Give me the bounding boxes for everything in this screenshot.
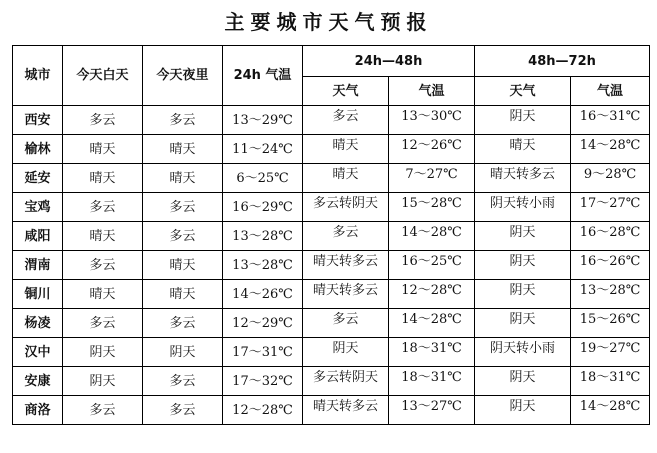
temp-48h: 18～31℃ xyxy=(389,338,475,367)
weather-48h: 多云转阴天 xyxy=(303,367,389,396)
temp-72h: 17～27℃ xyxy=(571,193,650,222)
today-day-weather: 晴天 xyxy=(63,280,143,309)
city-name: 安康 xyxy=(13,367,63,396)
temp-24h: 11～24℃ xyxy=(223,135,303,164)
weather-48h: 晴天 xyxy=(303,164,389,193)
today-day-weather: 多云 xyxy=(63,106,143,135)
weather-48h: 晴天转多云 xyxy=(303,251,389,280)
today-day-weather: 多云 xyxy=(63,193,143,222)
today-day-weather: 阴天 xyxy=(63,338,143,367)
header-temp-72h: 气温 xyxy=(571,77,650,106)
table-row xyxy=(13,164,650,193)
today-night-weather: 晴天 xyxy=(143,135,223,164)
weather-72h: 阴天 xyxy=(475,222,571,251)
weather-72h: 阴天转小雨 xyxy=(475,193,571,222)
today-night-weather: 晴天 xyxy=(143,251,223,280)
temp-48h: 16～25℃ xyxy=(389,251,475,280)
today-night-weather: 晴天 xyxy=(143,164,223,193)
temp-48h: 18～31℃ xyxy=(389,367,475,396)
weather-72h: 阴天转小雨 xyxy=(475,338,571,367)
temp-24h: 17～31℃ xyxy=(223,338,303,367)
header-group-48-72h: 48h—72h xyxy=(475,46,650,77)
city-name: 渭南 xyxy=(13,251,63,280)
today-day-weather: 多云 xyxy=(63,309,143,338)
city-name: 榆林 xyxy=(13,135,63,164)
today-night-weather: 阴天 xyxy=(143,338,223,367)
today-night-weather: 晴天 xyxy=(143,280,223,309)
weather-72h: 晴天转多云 xyxy=(475,164,571,193)
table-row xyxy=(13,193,650,222)
temp-72h: 14～28℃ xyxy=(571,135,650,164)
weather-48h: 多云 xyxy=(303,309,389,338)
city-name: 商洛 xyxy=(13,396,63,425)
temp-72h: 14～28℃ xyxy=(571,396,650,425)
today-night-weather: 多云 xyxy=(143,106,223,135)
temp-72h: 18～31℃ xyxy=(571,367,650,396)
temp-72h: 19～27℃ xyxy=(571,338,650,367)
temp-48h: 14～28℃ xyxy=(389,222,475,251)
today-night-weather: 多云 xyxy=(143,367,223,396)
weather-72h: 阴天 xyxy=(475,251,571,280)
forecast-table xyxy=(12,45,650,425)
header-row-main xyxy=(13,46,650,77)
temp-48h: 7～27℃ xyxy=(389,164,475,193)
weather-72h: 阴天 xyxy=(475,309,571,338)
temp-24h: 13～28℃ xyxy=(223,251,303,280)
table-row xyxy=(13,396,650,425)
city-name: 西安 xyxy=(13,106,63,135)
today-night-weather: 多云 xyxy=(143,222,223,251)
temp-72h: 16～26℃ xyxy=(571,251,650,280)
table-row xyxy=(13,309,650,338)
temp-72h: 15～26℃ xyxy=(571,309,650,338)
temp-72h: 9～28℃ xyxy=(571,164,650,193)
header-weather-72h: 天气 xyxy=(475,77,571,106)
temp-24h: 6～25℃ xyxy=(223,164,303,193)
city-name: 咸阳 xyxy=(13,222,63,251)
temp-24h: 13～28℃ xyxy=(223,222,303,251)
today-day-weather: 晴天 xyxy=(63,135,143,164)
table-row xyxy=(13,338,650,367)
header-group-24-48h: 24h—48h xyxy=(303,46,475,77)
table-row xyxy=(13,367,650,396)
weather-72h: 阴天 xyxy=(475,106,571,135)
temp-24h: 16～29℃ xyxy=(223,193,303,222)
table-row xyxy=(13,135,650,164)
header-today-night: 今天夜里 xyxy=(143,46,223,106)
table-row xyxy=(13,280,650,309)
city-name: 杨凌 xyxy=(13,309,63,338)
page-title: 主要城市天气预报 xyxy=(224,10,433,34)
city-name: 宝鸡 xyxy=(13,193,63,222)
temp-72h: 16～31℃ xyxy=(571,106,650,135)
today-day-weather: 晴天 xyxy=(63,222,143,251)
header-temp-24h: 24h 气温 xyxy=(223,46,303,106)
temp-24h: 12～29℃ xyxy=(223,309,303,338)
weather-48h: 多云转阴天 xyxy=(303,193,389,222)
temp-24h: 12～28℃ xyxy=(223,396,303,425)
today-night-weather: 多云 xyxy=(143,309,223,338)
temp-48h: 13～27℃ xyxy=(389,396,475,425)
temp-48h: 13～30℃ xyxy=(389,106,475,135)
today-day-weather: 多云 xyxy=(63,251,143,280)
temp-24h: 17～32℃ xyxy=(223,367,303,396)
weather-72h: 阴天 xyxy=(475,367,571,396)
weather-48h: 晴天 xyxy=(303,135,389,164)
city-name: 汉中 xyxy=(13,338,63,367)
today-day-weather: 晴天 xyxy=(63,164,143,193)
table-row xyxy=(13,251,650,280)
temp-24h: 14～26℃ xyxy=(223,280,303,309)
temp-72h: 13～28℃ xyxy=(571,280,650,309)
temp-24h: 13～29℃ xyxy=(223,106,303,135)
today-day-weather: 阴天 xyxy=(63,367,143,396)
weather-48h: 多云 xyxy=(303,106,389,135)
header-city: 城市 xyxy=(13,46,63,106)
header-temp-48h: 气温 xyxy=(389,77,475,106)
weather-72h: 阴天 xyxy=(475,396,571,425)
weather-72h: 晴天 xyxy=(475,135,571,164)
today-day-weather: 多云 xyxy=(63,396,143,425)
header-today-day: 今天白天 xyxy=(63,46,143,106)
today-night-weather: 多云 xyxy=(143,396,223,425)
weather-48h: 晴天转多云 xyxy=(303,280,389,309)
header-weather-48h: 天气 xyxy=(303,77,389,106)
today-night-weather: 多云 xyxy=(143,193,223,222)
table-row xyxy=(13,222,650,251)
temp-48h: 14～28℃ xyxy=(389,309,475,338)
city-name: 延安 xyxy=(13,164,63,193)
weather-72h: 阴天 xyxy=(475,280,571,309)
city-name: 铜川 xyxy=(13,280,63,309)
temp-48h: 12～28℃ xyxy=(389,280,475,309)
temp-48h: 15～28℃ xyxy=(389,193,475,222)
weather-48h: 晴天转多云 xyxy=(303,396,389,425)
weather-48h: 阴天 xyxy=(303,338,389,367)
temp-72h: 16～28℃ xyxy=(571,222,650,251)
weather-48h: 多云 xyxy=(303,222,389,251)
temp-48h: 12～26℃ xyxy=(389,135,475,164)
table-row xyxy=(13,106,650,135)
